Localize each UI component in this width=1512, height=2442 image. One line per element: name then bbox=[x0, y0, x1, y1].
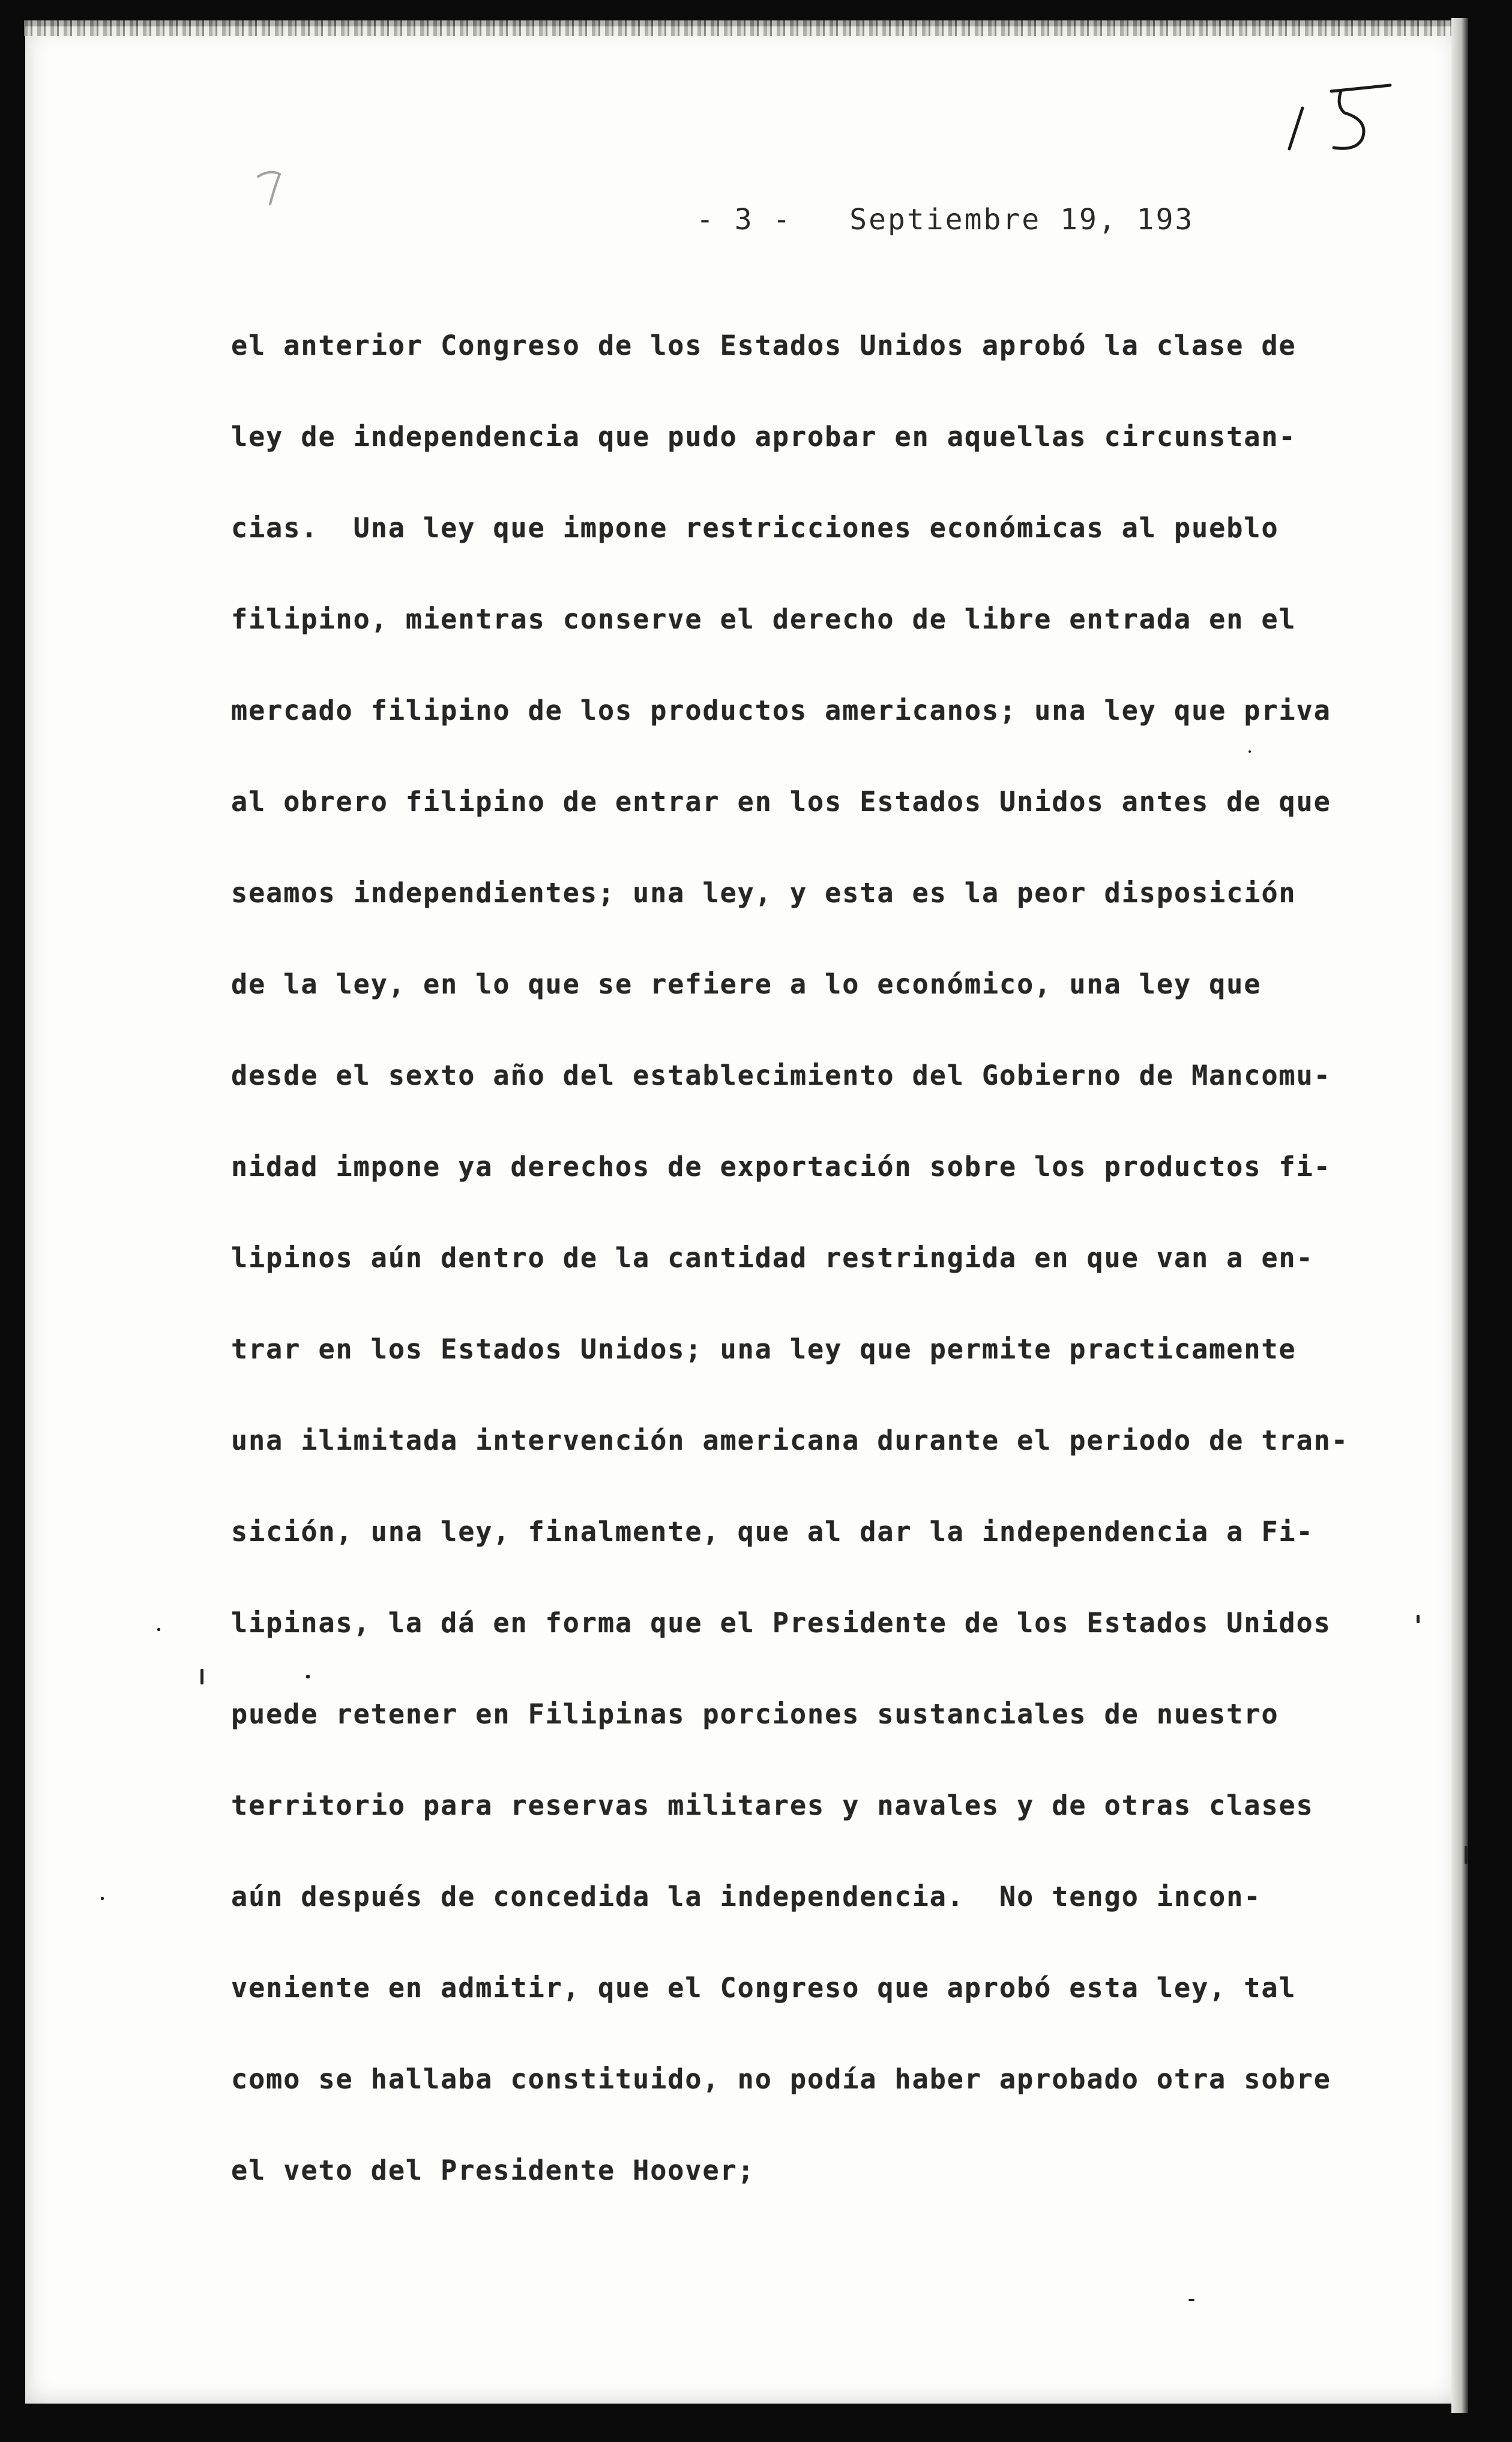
text-line: veniente en admitir, que el Congreso que aprobó esta ley, tal bbox=[231, 1972, 1297, 2004]
speck bbox=[101, 1897, 104, 1900]
speck bbox=[200, 1669, 203, 1684]
page-top-edge bbox=[24, 20, 1465, 36]
text-line: el veto del Presidente Hoover; bbox=[231, 2154, 755, 2186]
speck bbox=[306, 1675, 310, 1678]
speck bbox=[157, 1628, 160, 1631]
speck bbox=[1248, 750, 1251, 753]
body-text bbox=[231, 327, 1396, 2243]
text-line: nidad impone ya derechos de exportación sobre los productos fi- bbox=[231, 1151, 1331, 1183]
handwritten-folio-number bbox=[1279, 78, 1405, 156]
text-line: filipino, mientras conserve el derecho de libre entrada en el bbox=[231, 603, 1297, 635]
text-line: desde el sexto año del establecimiento del Gobierno de Mancomu- bbox=[231, 1060, 1331, 1091]
text-line: como se hallaba constituido, no podía haber aprobado otra sobre bbox=[231, 2063, 1331, 2095]
text-line: territorio para reservas militares y navales y de otras clases bbox=[231, 1789, 1314, 1821]
text-line: lipinas, la dá en forma que el Presidente de los Estados Unidos bbox=[231, 1607, 1331, 1639]
text-line: aún después de concedida la independencia. No tengo incon- bbox=[231, 1881, 1262, 1913]
text-line: trar en los Estados Unidos; una ley que permite practicamente bbox=[231, 1333, 1297, 1365]
text-line: mercado filipino de los productos americanos; una ley que priva bbox=[231, 695, 1331, 726]
text-line: ley de independencia que pudo aprobar en aquellas circunstan- bbox=[231, 421, 1297, 453]
speck bbox=[1465, 1846, 1468, 1864]
text-line: el anterior Congreso de los Estados Unidos aprobó la clase de bbox=[231, 330, 1297, 361]
text-line: al obrero filipino de entrar en los Estados Unidos antes de que bbox=[231, 786, 1331, 818]
speck bbox=[1417, 1615, 1420, 1623]
text-line: una ilimitada intervención americana durante el periodo de tran- bbox=[231, 1424, 1349, 1456]
page-header: - 3 - Septiembre 19, 193 bbox=[696, 203, 1194, 237]
text-line: lipinos aún dentro de la cantidad restringida en que van a en- bbox=[231, 1242, 1314, 1274]
text-line: cias. Una ley que impone restricciones económicas al pueblo bbox=[231, 512, 1279, 544]
text-line: seamos independientes; una ley, y esta es la peor disposición bbox=[231, 877, 1297, 909]
text-line: puede retener en Filipinas porciones sustanciales de nuestro bbox=[231, 1698, 1279, 1730]
text-line: de la ley, en lo que se refiere a lo económico, una ley que bbox=[231, 968, 1262, 1000]
page-right-edge bbox=[1451, 18, 1468, 2413]
text-line: sición, una ley, finalmente, que al dar la independencia a Fi- bbox=[231, 1516, 1314, 1548]
speck bbox=[1188, 2299, 1194, 2301]
pencil-mark bbox=[252, 168, 288, 216]
